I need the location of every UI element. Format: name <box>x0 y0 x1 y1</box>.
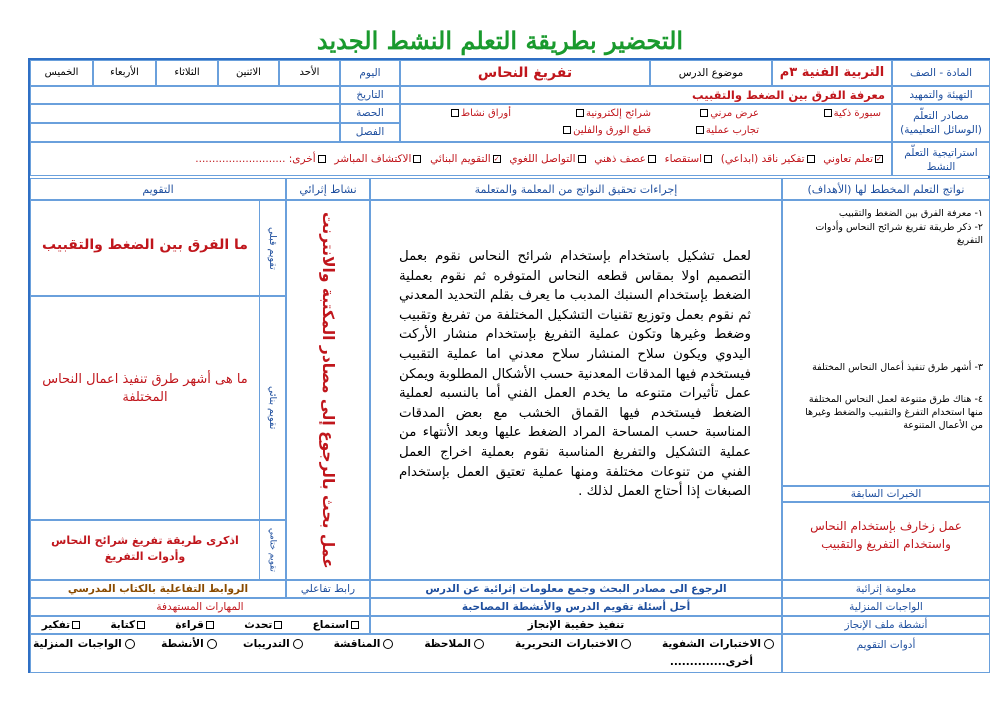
checkbox-icon[interactable] <box>700 109 708 117</box>
eval-final-cell <box>30 520 286 580</box>
procedures-cell <box>370 200 782 580</box>
eval-pre-cell <box>30 200 286 296</box>
checkbox-icon[interactable] <box>351 621 359 629</box>
enrichment-cell <box>286 200 370 580</box>
page-title: التحضير بطريقة التعلم النشط الجديد <box>316 26 684 55</box>
checkbox-icon[interactable] <box>563 126 571 134</box>
checkbox-icon[interactable] <box>451 109 459 117</box>
checkbox-icon[interactable] <box>648 155 656 163</box>
strategy-label: استراتيجية التعلّم النشط <box>904 147 978 173</box>
topic-value: تفريغ النحاس <box>477 65 573 81</box>
checkbox-icon[interactable] <box>318 155 326 163</box>
period-values <box>30 104 340 123</box>
checkbox-icon[interactable] <box>578 155 586 163</box>
tools-cell <box>30 634 782 673</box>
eval-formative-value: ما هى أشهر طرق تنفيذ اعمال النحاس المختلفة <box>42 372 248 405</box>
procedure-text: لعمل تشكيل باستخدام بإستخدام شرائح النحاس نقوم بعمل التصميم اولا بمقاس قطعه النحاس المتوفره ثم نقوم بعملية الضغط بإستخدام السنبك المدبب ما يعرف بقلم التحديد المعدني ثم نقوم بعمل وتوزيع تقنيات التشكيل المختلفة من تفريغ وتقبيب وضغط وغيرها وتكون عملية التفريغ بإستخدام منشار الأركت اليدوي ويكون سلاح المنشار سلاح معدني اما عملية التقبيب فيستخدم فيها المدقات المعدنية حسب الأشكال المطلوبة ويمكن عمل تأثيرات متنوعه ما يخدم العمل الفني أما بالنسبه لعملية الضغط فيستخدم فيها القماق الخشب مع بعض المدقات المناسبة حسب المساحة المراد الضغط عليها وبعد الأنتهاء من عملية التشكيل والتفريغ المناسبة نقوم بعملية اخراج العمل الفني من تنوعات مختلفة ومنها عملية تعتيق العمل بإستخدام الصبغات إذا أحتاج العمل لذلك . <box>399 249 751 500</box>
resources-label: مصادر التعلّم (الوسائل التعليمية) <box>900 110 982 136</box>
procedures-header: إجراءات تحقيق النواتج من المعلمة والمتعلمة <box>370 178 782 200</box>
intro-value-cell <box>400 86 892 104</box>
radio-icon[interactable] <box>764 639 774 649</box>
checkbox-icon[interactable] <box>824 109 832 117</box>
resource-item: قطع الورق والفلين <box>561 125 651 136</box>
class-label-cell <box>340 123 400 142</box>
outcome-item: ٣- أشهر طرق تنفيذ أعمال النحاس المختلفة <box>812 362 983 373</box>
radio-icon[interactable] <box>474 639 484 649</box>
subject-label-cell <box>892 60 990 86</box>
strategy-list: ✓تعلم تعاوني تفكير ناقد (ابداعي) استقصاء عصف ذهني التواصل اللغوي ✓التقويم البنائي الاكتشاف المباشر أخرى: ........................... <box>195 153 882 165</box>
radio-icon[interactable] <box>125 639 135 649</box>
resources-cell <box>400 104 892 142</box>
checkbox-icon[interactable] <box>206 621 214 629</box>
eval-formative-label: تقويم بنائي <box>267 386 278 430</box>
checkbox-icon[interactable] <box>576 109 584 117</box>
prior-label: الخبرات السابقة <box>850 488 922 500</box>
topic-value-cell <box>400 60 650 86</box>
enrichment-header: نشاط إثرائي <box>286 178 370 200</box>
outcome-item: ٤- هناك طرق متنوعة لعمل النحاس المختلفة منها استخدام التفرغ والتقبيب والضغط وغيرها من الأعمال المتنوعة <box>805 394 983 431</box>
resource-item: تجارب عملية <box>694 125 759 136</box>
lesson-plan-sheet <box>28 58 990 673</box>
day-thu <box>30 60 93 86</box>
skills-cell <box>30 616 370 634</box>
resource-item: عرض مرني <box>698 108 759 119</box>
class-label: الفصل <box>355 126 385 138</box>
eval-formative-cell <box>30 296 286 520</box>
checkbox-icon[interactable] <box>807 155 815 163</box>
outcomes-header: نواتج التعلم المخطط لها (الأهداف) <box>782 178 990 200</box>
skills-list: استماع تحدث قراءة كتابة تفكير <box>42 619 361 631</box>
checkbox-checked-icon[interactable]: ✓ <box>493 155 500 163</box>
resource-item: سبورة ذكية <box>822 108 881 119</box>
outcomes-cell <box>782 200 990 486</box>
resource-item: أوراق نشاط <box>449 108 511 119</box>
interactive-value-cell[interactable] <box>30 580 286 598</box>
outcome-item: ١- معرفة الفرق بين الضغط والتقبيب <box>838 208 983 219</box>
date-label: التاريخ <box>356 89 384 101</box>
enrich-info-label-cell: معلومة إثرائية <box>782 580 990 598</box>
resource-item: شرائح إلكترونية <box>574 108 651 119</box>
intro-label: التهيئة والتمهيد <box>909 89 973 101</box>
resources-label-cell <box>892 104 990 142</box>
period-label: الحصة <box>356 107 384 119</box>
day-sun <box>279 60 340 86</box>
intro-label-cell <box>892 86 990 104</box>
checkbox-icon[interactable] <box>696 126 704 134</box>
checkbox-icon[interactable] <box>413 155 421 163</box>
prior-value-cell <box>782 502 990 580</box>
day-name: الخميس <box>44 67 79 78</box>
date-values <box>30 86 340 104</box>
homework-value-cell: أحل أسئلة تقويم الدرس والأنشطة المصاحبة <box>370 598 782 616</box>
class-values <box>30 123 340 142</box>
interactive-label-cell: رابط تفاعلي <box>286 580 370 598</box>
skills-label-cell: المهارات المستهدفة <box>30 598 370 616</box>
day-label-cell <box>340 60 400 86</box>
radio-icon[interactable] <box>621 639 631 649</box>
enrichment-text: عمل بحث بالرجوع إلى مصادر المكتبة والانترنت <box>319 211 337 569</box>
checkbox-icon[interactable] <box>704 155 712 163</box>
enrich-info-value-cell: الرجوع الى مصادر البحث وجمع معلومات إثرائية عن الدرس <box>370 580 782 598</box>
prior-value: عمل زخارف بإستخدام النحاس واستخدام التفريغ والتقبيب <box>810 519 962 551</box>
intro-value: معرفة الفرق بين الضغط والتقبيب <box>692 88 885 102</box>
eval-pre-label: تقويم قبلي <box>267 226 278 270</box>
eval-final-value: اذكرى طريقة تفريغ شرائح النحاس وأدوات التفريغ <box>51 534 239 563</box>
eval-pre-value: ما الفرق بين الضغط والتقبيب <box>42 237 248 253</box>
day-name: الاثنين <box>236 67 261 78</box>
tools-other[interactable]: أخرى.............. <box>669 656 753 668</box>
period-label-cell <box>340 104 400 123</box>
strategy-label-cell <box>892 142 990 176</box>
homework-label-cell: الواجبات المنزلية <box>782 598 990 616</box>
evaluation-header: التقويم <box>30 178 286 200</box>
day-mon <box>218 60 279 86</box>
day-name: الأربعاء <box>110 67 139 78</box>
prior-label-cell <box>782 486 990 502</box>
radio-icon[interactable] <box>383 639 393 649</box>
strategies-cell <box>30 142 892 176</box>
day-name: الأحد <box>299 67 320 78</box>
eval-final-label: تقويم ختامي <box>267 528 278 572</box>
subject-label: المادة - الصف <box>909 67 973 79</box>
radio-icon[interactable] <box>207 639 217 649</box>
day-tue <box>156 60 218 86</box>
tools-label-cell: أدوات التقويم <box>782 634 990 673</box>
topic-label: موضوع الدرس <box>678 67 744 79</box>
subject-value-cell <box>772 60 892 86</box>
checkbox-checked-icon[interactable]: ✓ <box>876 155 882 163</box>
day-wed <box>93 60 156 86</box>
interactive-link[interactable]: الروابط التفاعلية بالكتاب المدرسي <box>67 583 249 595</box>
day-name: الثلاثاء <box>174 67 200 78</box>
radio-icon[interactable] <box>293 639 303 649</box>
portfolio-label-cell: أنشطة ملف الإنجاز <box>782 616 990 634</box>
portfolio-value-cell: تنفيذ حقيبة الإنجاز <box>370 616 782 634</box>
checkbox-icon[interactable] <box>137 621 145 629</box>
subject-value: التربية الفنية ٣م <box>779 65 885 80</box>
tools-list: الاختبارات الشفوية الاختبارات التحريرية الملاحظة المناقشة التدريبات الأنشطة الواجبات المنزلية <box>33 638 777 650</box>
checkbox-icon[interactable] <box>72 621 80 629</box>
topic-label-cell <box>650 60 772 86</box>
outcome-item: ٢- ذكر طريقة تفريغ شرائح النحاس وأدوات التفريغ <box>815 222 983 246</box>
date-label-cell <box>340 86 400 104</box>
day-label: اليوم <box>359 67 381 79</box>
checkbox-icon[interactable] <box>274 621 282 629</box>
